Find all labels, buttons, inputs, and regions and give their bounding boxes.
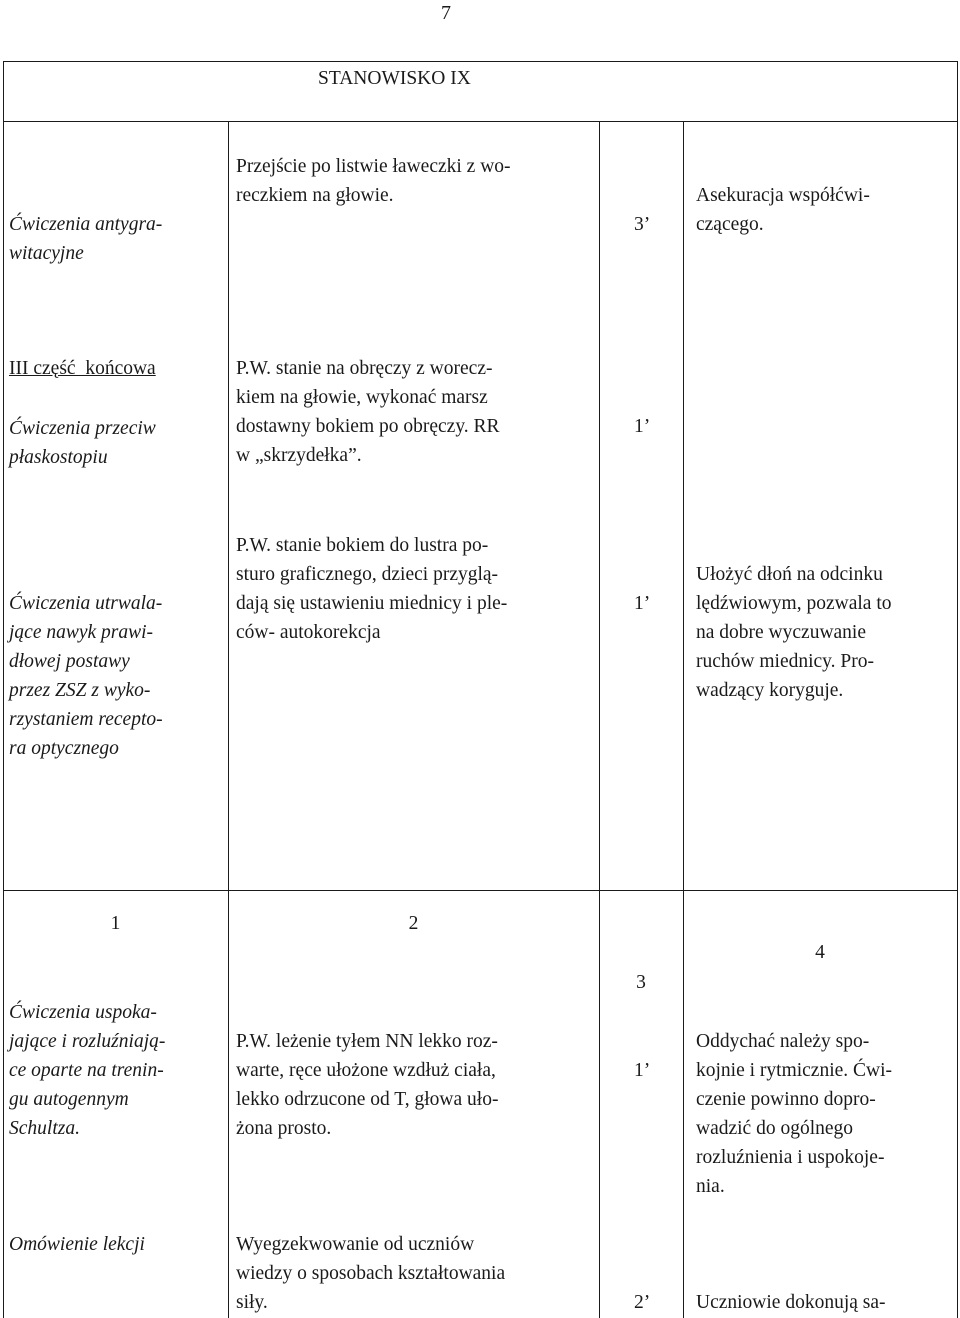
row4-category-line1: Ćwiczenia uspoka- [9, 1002, 157, 1023]
row3-category-line1: Ćwiczenia utrwala- [9, 593, 163, 614]
column-number-1: 1 [110, 913, 121, 934]
row4-category-line3: ce oparte na trenin- [9, 1060, 164, 1081]
column-number-2: 2 [408, 913, 419, 934]
page-number: 7 [441, 2, 451, 24]
row-divider-numbers [3, 890, 958, 891]
row2-category-line1: Ćwiczenia przeciw [9, 418, 156, 439]
row4-remarks-line2: kojnie i rytmicznie. Ćwi- [696, 1060, 893, 1081]
row4-description-line4: żona prosto. [236, 1118, 332, 1139]
table-border-top [3, 61, 958, 62]
column-divider-2 [599, 121, 600, 1318]
section-heading: III część końcowa [9, 358, 156, 379]
row3-description-line2: sturo graficznego, dzieci przyglą- [236, 564, 499, 585]
row4-time: 1’ [634, 1060, 651, 1081]
station-title: STANOWISKO IX [318, 68, 471, 89]
row5-time: 2’ [634, 1292, 651, 1313]
row5-description-line3: siły. [236, 1292, 268, 1313]
row1-category-line1: Ćwiczenia antygra- [9, 214, 163, 235]
row3-remarks-line5: wadzący koryguje. [696, 680, 844, 701]
row5-remarks-line1: Uczniowie dokonują sa- [696, 1292, 886, 1313]
row2-category-line2: płaskostopiu [9, 447, 108, 468]
column-divider-1 [228, 121, 229, 1318]
table-border-left [3, 61, 4, 1318]
row1-remarks-line2: czącego. [696, 214, 764, 235]
row3-description-line3: dają się ustawieniu miednicy i ple- [236, 593, 508, 614]
row1-category-line2: witacyjne [9, 243, 84, 264]
row3-category-line4: przez ZSZ z wyko- [9, 680, 151, 701]
row4-remarks-line1: Oddychać należy spo- [696, 1031, 870, 1052]
row2-time: 1’ [634, 416, 651, 437]
row3-time: 1’ [634, 593, 651, 614]
row2-description-line2: kiem na głowie, wykonać marsz [236, 387, 488, 408]
row2-description-line3: dostawny bokiem po obręczy. RR [236, 416, 500, 437]
row4-description-line3: lekko odrzucone od T, głowa uło- [236, 1089, 499, 1110]
row5-description-line1: Wyegzekwowanie od uczniów [236, 1234, 475, 1255]
row3-remarks-line3: na dobre wyczuwanie [696, 622, 867, 643]
row4-category-line5: Schultza. [9, 1118, 80, 1139]
row3-remarks-line4: ruchów miednicy. Pro- [696, 651, 874, 672]
row3-description-line1: P.W. stanie bokiem do lustra po- [236, 535, 489, 556]
row3-description-line4: ców- autokorekcja [236, 622, 381, 643]
row4-description-line1: P.W. leżenie tyłem NN lekko roz- [236, 1031, 498, 1052]
row5-category-line1: Omówienie lekcji [9, 1234, 145, 1255]
row3-category-line2: jące nawyk prawi- [9, 622, 154, 643]
column-number-3: 3 [636, 972, 646, 993]
station-header-divider [3, 121, 958, 122]
row3-remarks-line1: Ułożyć dłoń na odcinku [696, 564, 883, 585]
row2-description-line1: P.W. stanie na obręczy z worecz- [236, 358, 493, 379]
row2-description-line4: w „skrzydełka”. [236, 445, 362, 466]
row4-remarks-line3: czenie powinno dopro- [696, 1089, 876, 1110]
table-border-right [957, 61, 958, 1318]
row5-description-line2: wiedzy o sposobach kształtowania [236, 1263, 506, 1284]
row1-description-line2: reczkiem na głowie. [236, 185, 394, 206]
row4-category-line2: jające i rozluźniają- [9, 1031, 166, 1052]
row4-remarks-line6: nia. [696, 1176, 725, 1197]
row4-category-line4: gu autogennym [9, 1089, 129, 1110]
row3-remarks-line2: lędźwiowym, pozwala to [696, 593, 892, 614]
row3-category-line6: ra optycznego [9, 738, 119, 759]
column-number-4: 4 [815, 942, 825, 963]
row1-time: 3’ [634, 214, 651, 235]
column-divider-3 [683, 121, 684, 1318]
row4-description-line2: warte, ręce ułożone wzdłuż ciała, [236, 1060, 496, 1081]
row4-remarks-line5: rozluźnienia i uspokoje- [696, 1147, 885, 1168]
row4-remarks-line4: wadzić do ogólnego [696, 1118, 854, 1139]
row3-category-line3: dłowej postawy [9, 651, 130, 672]
row1-description-line1: Przejście po listwie ławeczki z wo- [236, 156, 511, 177]
row3-category-line5: rzystaniem recepto- [9, 709, 163, 730]
row1-remarks-line1: Asekuracja współćwi- [696, 185, 870, 206]
